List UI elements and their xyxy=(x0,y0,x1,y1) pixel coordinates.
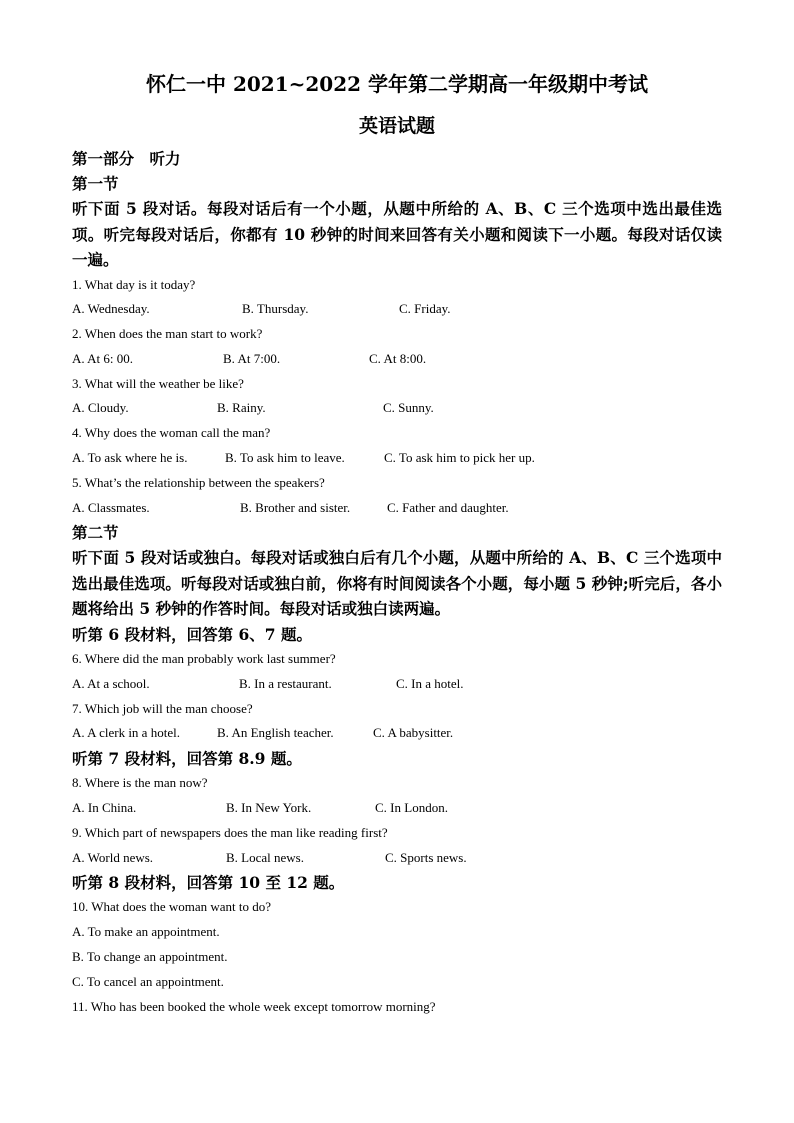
option-b: B. Rainy. xyxy=(217,400,266,416)
option-a: A. To make an appointment. xyxy=(72,924,220,940)
question-1: 1. What day is it today? xyxy=(72,276,196,292)
options-7 xyxy=(72,721,722,746)
options-1 xyxy=(72,297,722,322)
options-9 xyxy=(72,846,722,871)
option-b: B. In a restaurant. xyxy=(239,675,332,691)
section-heading: 第一节 xyxy=(72,174,119,193)
section-heading: 第二节 xyxy=(72,523,119,543)
question-4: 4. Why does the woman call the man? xyxy=(72,425,271,441)
option-a: A. At 6: 00. xyxy=(72,350,134,366)
options-4 xyxy=(72,446,722,471)
option-b: B. In New York. xyxy=(226,799,312,815)
options-3 xyxy=(72,396,722,421)
option-c: C. A babysitter. xyxy=(373,725,454,741)
option-b: B. To ask him to leave. xyxy=(225,450,345,466)
option-b: B. An English teacher. xyxy=(217,725,334,741)
question-5: 5. What’s the relationship between the speakers? xyxy=(72,474,325,490)
option-c: C. In a hotel. xyxy=(396,675,464,691)
option-b: B. Local news. xyxy=(226,849,304,865)
option-a: A. World news. xyxy=(72,849,154,865)
question-7: 7. Which job will the man choose? xyxy=(72,700,253,716)
options-2 xyxy=(72,347,722,372)
option-a: A. A clerk in a hotel. xyxy=(72,725,180,741)
part-heading: 第一部分 听力 xyxy=(72,149,181,168)
exam-title: 怀仁一中 2021~2022 学年第二学期高一年级期中考试 xyxy=(145,72,648,96)
option-c: C. To cancel an appointment. xyxy=(72,973,224,989)
question-9: 9. Which part of newspapers does the man like reading first? xyxy=(72,824,388,840)
option-a: A. Cloudy. xyxy=(72,400,129,416)
option-b: B. Brother and sister. xyxy=(240,499,351,515)
option-c: C. Father and daughter. xyxy=(387,499,509,515)
material-heading: 听第 8 段材料，回答第 10 至 12 题。 xyxy=(72,873,345,893)
question-10: 10. What does the woman want to do? xyxy=(72,899,272,915)
option-c: C. In London. xyxy=(375,799,448,815)
option-a: A. Classmates. xyxy=(72,499,150,515)
question-8: 8. Where is the man now? xyxy=(72,775,208,791)
question-6: 6. Where did the man probably work last summer? xyxy=(72,650,336,666)
option-c: C. Friday. xyxy=(399,301,451,317)
option-c: C. At 8:00. xyxy=(369,350,427,366)
option-a: A. At a school. xyxy=(72,675,150,691)
option-a: A. Wednesday. xyxy=(72,301,150,317)
material-heading: 听第 6 段材料，回答第 6、7 题。 xyxy=(72,624,312,644)
section-instruction: 听下面 5 段对话。每段对话后有一个小题，从题中所给的 A、B、C 三个选项中选出最佳选项。听完每段对话后，你都有 10 秒钟的时间来回答有关小题和阅读下一小题。每段对话仅读一遍。 xyxy=(72,199,722,269)
question-2: 2. When does the man start to work? xyxy=(72,326,263,342)
exam-subtitle: 英语试题 xyxy=(358,115,435,137)
option-a: A. To ask where he is. xyxy=(72,450,188,466)
option-c: C. Sunny. xyxy=(383,400,434,416)
options-8 xyxy=(72,796,722,821)
question-3: 3. What will the weather be like? xyxy=(72,375,244,391)
option-b: B. At 7:00. xyxy=(223,350,281,366)
option-b: B. Thursday. xyxy=(242,301,309,317)
options-5 xyxy=(72,496,722,521)
options-6 xyxy=(72,672,722,697)
material-heading: 听第 7 段材料，回答第 8.9 题。 xyxy=(72,749,302,769)
option-a: A. In China. xyxy=(72,799,137,815)
option-b: B. To change an appointment. xyxy=(72,948,228,964)
option-c: C. Sports news. xyxy=(385,849,467,865)
section-instruction: 听下面 5 段对话或独白。每段对话或独白后有几个小题，从题中所给的 A、B、C 三个选项中选出最佳选项。听每段对话或独白前，你将有时间阅读各个小题，每小题 5 秒钟;听完后，各小题将给出 5 秒钟的作答时间。每段对话或独白读两遍。 xyxy=(72,548,722,619)
exam-content xyxy=(72,146,722,1019)
option-c: C. To ask him to pick her up. xyxy=(384,450,535,466)
question-11: 11. Who has been booked the whole week except tomorrow morning? xyxy=(72,998,436,1014)
